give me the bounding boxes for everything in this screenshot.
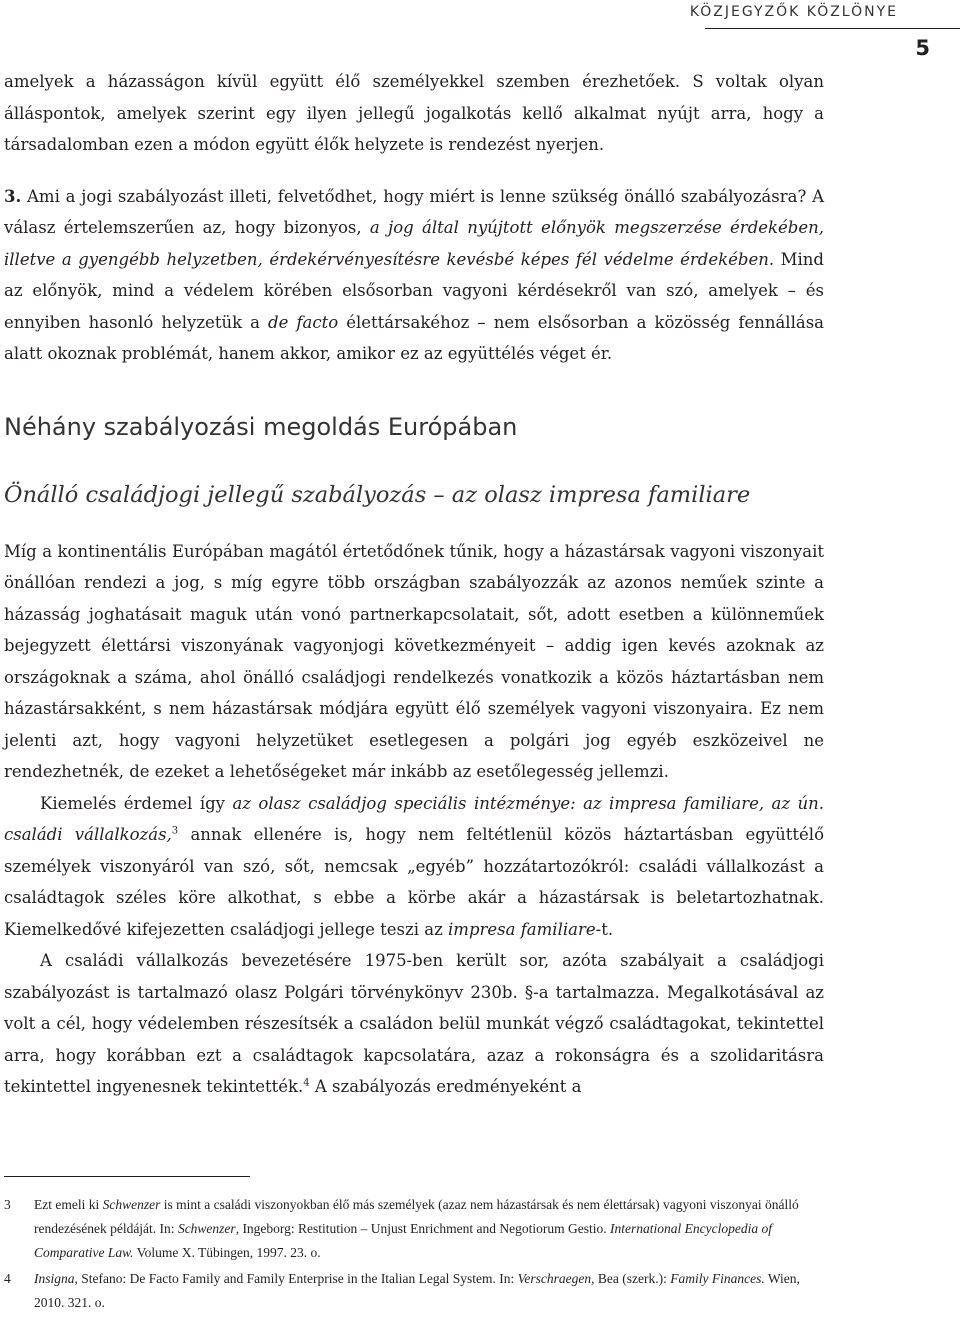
emphasis: a jog által nyújtott előnyök megszerzése érdekében, illetve a gyengébb helyzetben, érdekérvényesítésre kevésbé képes fél védelme érdekében. xyxy=(4,218,824,269)
footnote-number: 3 xyxy=(4,1197,11,1212)
paragraph-4: Kiemelés érdemel így az olasz családjog speciális intézménye: az impresa familiare, az ún. családi vállalkozás,$^3$ annak ellenére is, hogy nem feltétlenül közös háztartásban együttélő személyek viszonyáról van szó, sőt, nemcsak „egyéb” hozzátartozókról: családi vállalkozást a családtagok széles köre alkothat, s ebbe a körbe akár a házastársak is beletartozhatnak. Kiemelkedővé kifejezetten családjogi jellege teszi az impresa familiare-t. xyxy=(4,793,825,939)
footnote-ref-4[interactable]: 4 xyxy=(303,1077,310,1089)
footnotes xyxy=(4,1193,826,1317)
subsection-heading: Önálló családjogi jellegű szabályozás – az olasz impresa familiare xyxy=(4,481,751,508)
paragraph-3: Míg a kontinentális Európában magától értetődőnek tűnik, hogy a házastársak vagyoni viszonyait önállóan rendezi a jog, s míg egyre több országban szabályozzák az azonos neműek szinte a házasság joghatásait maguk után vonó partnerkapcsolatait, sőt, adott esetben a különneműek bejegyzett élettársi viszonyának vagyonjogi következményeit – addig igen kevés azoknak az országoknak a száma, ahol önálló családjogi rendelkezés vonatkozik a közös háztartásban nem házastársakként, s nem házastársak módjára együtt élő személyek vagyoni viszonyaira. Ez nem jelenti azt, hogy vagyoni helyzetüket esetlegesen a polgári jog egyéb eszközeivel ne rendezhetnék, de ezeket a lehetőségeket már inkább az esetőlegesség jellemzi. xyxy=(4,541,824,781)
footnote-ref-3[interactable]: 3 xyxy=(171,825,179,837)
journal-title: KÖZJEGYZŐK KÖZLÖNYE xyxy=(689,4,898,20)
section-number: 3. xyxy=(4,186,22,206)
main-text xyxy=(4,66,824,1103)
paragraph-5: A családi vállalkozás bevezetésére 1975-ben került sor, azóta szabályait a családjogi szabályozást is tartalmazó olasz Polgári törvénykönyv 230b. §-a tartalmazza. Megalkotásával az volt a cél, hogy védelemben részesítsék a családon belül munkát végző családtagokat, tekintettel arra, hogy korábban ezt a családtagok kapcsolatára, azaz a rokonságra és a szolidaritásra tekintettel ingyenesnek tekintették.$^4$ A szabályozás eredményeként a xyxy=(4,951,824,1096)
emphasis: az olasz családjog speciális intézménye: az impresa familiare, az ún. családi vállalkozás, xyxy=(4,793,825,844)
page-number: 5 xyxy=(915,36,930,60)
footnote-rule xyxy=(4,1176,250,1177)
section-heading: Néhány szabályozási megoldás Európában xyxy=(4,412,518,441)
emphasis-impresa-familiare: impresa familiare xyxy=(448,919,596,939)
footnote-number: 4 xyxy=(4,1271,11,1286)
footnote-3: 3 Ezt emeli ki Schwenzer is mint a családi viszonyokban élő más személyek (azaz nem házastársak és nem élettársak) vagyoni viszonyai önálló rendezésének példáját. In: Schwenzer, Ingeborg: Restitution – Unjust Enrichment and Negotiorum Gestio. International Encyclopedia of Comparative Law. Volume X. Tübingen, 1997. 23. o. xyxy=(4,1193,826,1265)
paragraph-2: 3. Ami a jogi szabályozást illeti, felvetődhet, hogy miért is lenne szükség önálló szabályozásra? A válasz értelemszerűen az, hogy bizonyos, a jog által nyújtott előnyök megszerzése érdekében, illetve a gyengébb helyzetben, érdekérvényesítésre kevésbé képes fél védelme érdekében. Mind az előnyök, mind a védelem körében elsősorban vagyoni kérdésekről van szó, amelyek – és ennyiben hasonló helyzetük a de facto élettársakéhoz – nem elsősorban a közösség fennállása alatt okoznak problémát, hanem akkor, amikor ez az együttélés véget ér. xyxy=(4,186,825,363)
emphasis-de-facto: de facto xyxy=(268,312,339,332)
footnote-4: 4 Insigna, Stefano: De Facto Family and Family Enterprise in the Italian Legal System. In: Verschraegen, Bea (szerk.): Family Finances. Wien, 2010. 321. o. xyxy=(4,1267,826,1315)
paragraph-1: amelyek a házasságon kívül együtt élő személyekkel szemben érezhetőek. S voltak olyan álláspontok, amelyek szerint egy ilyen jellegű jogalkotás kellő alkalmat nyújt arra, hogy a társadalomban ezen a módon együtt élők helyzete is rendezést nyerjen. xyxy=(4,72,824,154)
header-rule xyxy=(705,28,960,29)
